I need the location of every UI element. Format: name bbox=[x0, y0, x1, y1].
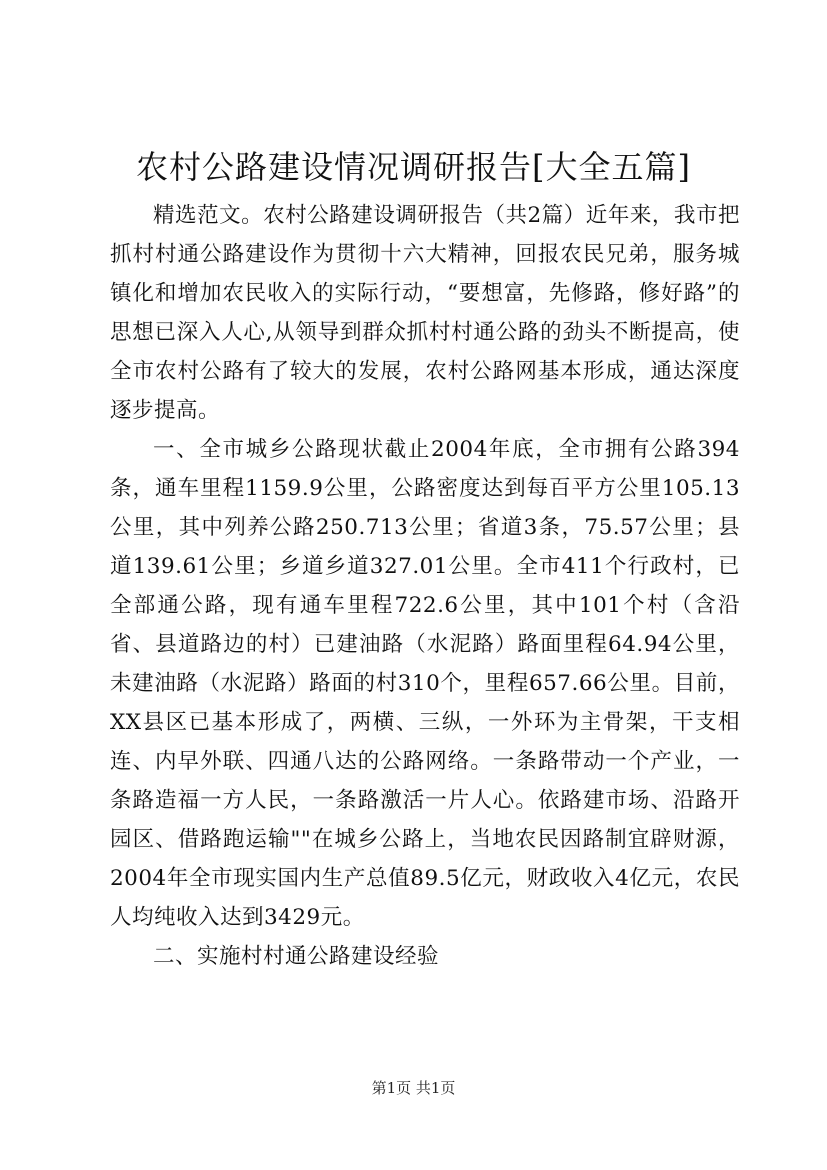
document-title: 农村公路建设情况调研报告[大全五篇] bbox=[136, 148, 691, 186]
paragraph-section-two-heading: 二、实施村村通公路建设经验 bbox=[153, 944, 440, 969]
paragraph-intro: 精选范文。农村公路建设调研报告（共2篇）近年来，我市把抓村村通公路建设作为贯彻十六大精神，回报农民兄弟，服务城镇化和增加农民收入的实际行动，“要想富，先修路，修好路”的思想已深入人心,从领导到群众抓村村通公路的劲头不断提高，使全市农村公路有了较大的发展，农村公路网基本形成，通达深度逐步提高。 bbox=[110, 203, 740, 423]
document-body bbox=[110, 196, 740, 976]
page-footer: 第1页 共1页 bbox=[371, 1079, 456, 1097]
paragraph-section-one: 一、全市城乡公路现状截止2004年底，全市拥有公路394条，通车里程1159.9公里，公路密度达到每百平方公里105.13公里，其中列养公路250.713公里；省道3条，75.57公里；县道139.61公里；乡道乡道327.01公里。全市411个行政村，已全部通公路，现有通车里程722.6公里，其中101个村（含沿省、县道路边的村）已建油路（水泥路）路面里程64.94公里，未建油路（水泥路）路面的村310个，里程657.66公里。目前，XX县区已基本形成了，两横、三纵，一外环为主骨架，干支相连、内早外联、四通八达的公路网络。一条路带动一个产业，一条路造福一方人民，一条路激活一片人心。依路建市场、沿路开园区、借路跑运输""在城乡公路上，当地农民因路制宜辟财源，2004年全市现实国内生产总值89.5亿元，财政收入4亿元，农民人均纯收入达到3429元。 bbox=[110, 437, 740, 930]
